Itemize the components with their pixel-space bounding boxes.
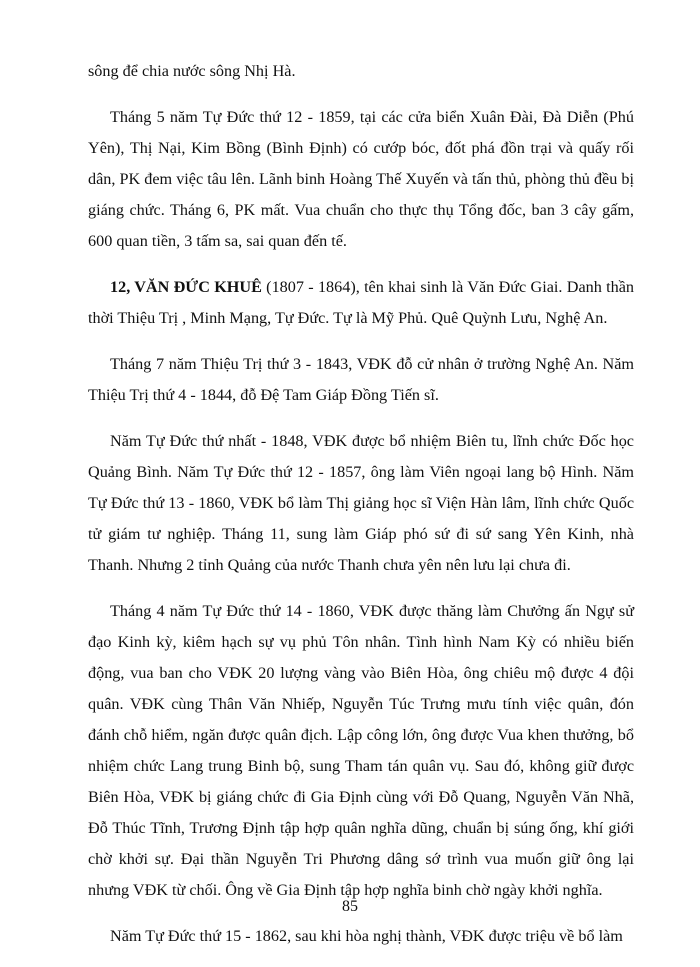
paragraph-text: Năm Tự Đức thứ nhất - 1848, VĐK được bổ nhiệm Biên tu, lĩnh chức Đốc học Quảng Bình. Năm Tự Đức thứ 12 - 1857, ông làm Viên ngoại lang bộ Hình. Năm Tự Đức thứ 13 - 1860, VĐK bổ làm Thị giảng học sĩ Viện Hàn lâm, lĩnh chức Quốc tử giám tư nghiệp. Tháng 11, sung làm Giáp phó sứ đi sứ sang Yên Kinh, nhà Thanh. Nhưng 2 tỉnh Quảng của nước Thanh chưa yên nên lưu lại chưa đi. [88, 432, 634, 574]
paragraph-text: Tháng 5 năm Tự Đức thứ 12 - 1859, tại các cửa biển Xuân Đài, Đà Diễn (Phú Yên), Thị Nại, Kim Bồng (Bình Định) có cướp bóc, đốt phá đồn trại và quấy rối dân, PK đem việc tâu lên. Lãnh binh Hoàng Thế Xuyến và tấn thủ, phòng thủ đều bị giáng chức. Tháng 6, PK mất. Vua chuẩn cho thực thụ Tổng đốc, ban 3 cây gấm, 600 quan tiền, 3 tấm sa, sai quan đến tế. [88, 108, 634, 250]
paragraph-text: Tháng 4 năm Tự Đức thứ 14 - 1860, VĐK được thăng làm Chưởng ấn Ngự sử đạo Kinh kỳ, kiêm hạch sự vụ phủ Tôn nhân. Tình hình Nam Kỳ có nhiều biến động, vua ban cho VĐK 20 lượng vàng vào Biên Hòa, ông chiêu mộ được 4 đội quân. VĐK cùng Thân Văn Nhiếp, Nguyễn Túc Trưng mưu tính việc quân, đón đánh chỗ hiểm, ngăn được quân địch. Lập công lớn, ông được Vua khen thưởng, bổ nhiệm chức Lang trung Binh bộ, sung Tham tán quân vụ. Sau đó, không giữ được Biên Hòa, VĐK bị giáng chức đi Gia Định cùng với Đỗ Quang, Nguyễn Văn Nhã, Đỗ Thúc Tĩnh, Trương Định tập hợp quân nghĩa dũng, chuẩn bị súng ống, khí giới chờ khởi sự. Đại thần Nguyễn Tri Phương dâng sớ trình vua muốn giữ ông lại nhưng VĐK từ chối. Ông về Gia Định tập hợp nghĩa binh chờ ngày khởi nghĩa. [88, 602, 634, 899]
paragraph-continuation [88, 56, 634, 87]
paragraph-text: Năm Tự Đức thứ 15 - 1862, sau khi hòa nghị thành, VĐK được triệu về bổ làm [110, 927, 623, 945]
paragraph-entry-heading [88, 272, 634, 334]
paragraph [88, 349, 634, 411]
paragraph-text: (1807 - 1864), tên khai sinh là Văn Đức Giai. Danh thần thời Thiệu Trị , Minh Mạng, Tự Đức. Tự là Mỹ Phủ. Quê Quỳnh Lưu, Nghệ An. [88, 278, 634, 327]
paragraph-text: Tháng 7 năm Thiệu Trị thứ 3 - 1843, VĐK đỗ cử nhân ở trường Nghệ An. Năm Thiệu Trị thứ 4 - 1844, đỗ Đệ Tam Giáp Đồng Tiến sĩ. [88, 355, 634, 404]
entry-heading: 12, VĂN ĐỨC KHUÊ [110, 278, 262, 296]
paragraph [88, 921, 634, 952]
paragraph-text: sông để chia nước sông Nhị Hà. [88, 62, 296, 80]
page-number: 85 [342, 898, 358, 915]
paragraph [88, 426, 634, 581]
paragraph [88, 102, 634, 257]
paragraph [88, 596, 634, 906]
body-text [88, 56, 634, 967]
